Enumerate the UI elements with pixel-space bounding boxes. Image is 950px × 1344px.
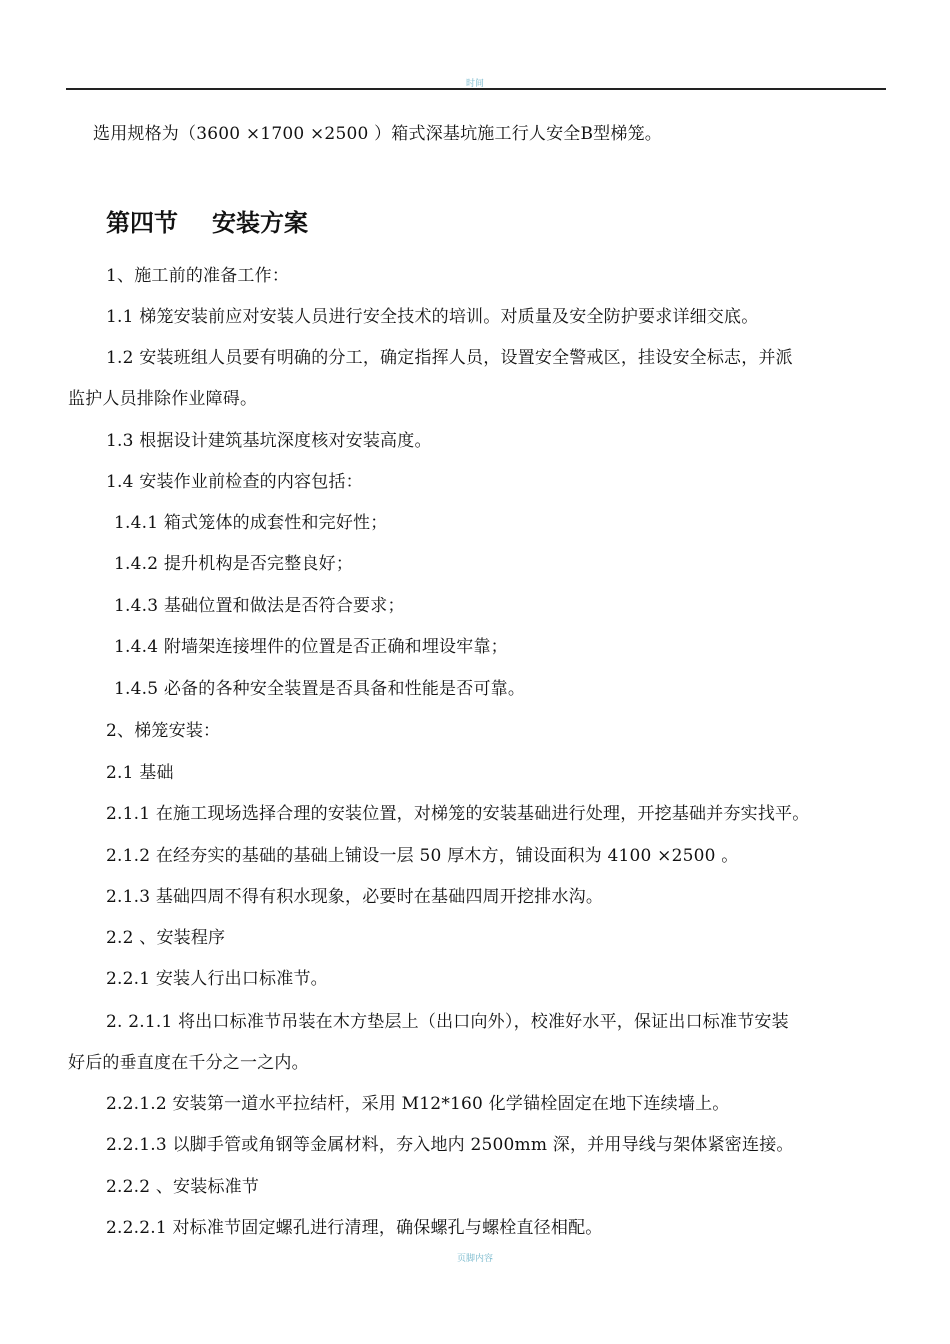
header-watermark: 时间: [465, 79, 484, 89]
list-item: 2.2.2.1 对标准节固定螺孔进行清理，确保螺孔与螺栓直径相配。: [106, 1218, 603, 1238]
intro-paragraph: 选用规格为（3600 ×1700 ×2500 ）箱式深基坑施工行人安全B型梯笼。: [93, 124, 662, 144]
list-item: 1.4.1 箱式笼体的成套性和完好性；: [114, 513, 388, 533]
list-item: 2.2.1.2 安装第一道水平拉结杆，采用 M12*160 化学锚栓固定在地下连续墙上。: [106, 1094, 730, 1114]
list-item: 1.4 安装作业前检查的内容包括：: [106, 472, 363, 492]
section-title: 安装方案: [212, 208, 308, 237]
list-item: 2.1.3 基础四周不得有积水现象，必要时在基础四周开挖排水沟。: [106, 887, 604, 907]
list-item: 2.2.1 安装人行出口标准节。: [106, 969, 328, 989]
list-item: 2.2.1.3 以脚手管或角钢等金属材料，夯入地内 2500mm 深，并用导线与架体紧密连接。: [106, 1135, 794, 1155]
list-item: 1.4.2 提升机构是否完整良好；: [114, 554, 354, 574]
section-number: 第四节: [106, 208, 178, 237]
list-item: 2.2.2 、安装标准节: [106, 1177, 260, 1197]
list-item: 1.4.5 必备的各种安全装置是否具备和性能是否可靠。: [114, 679, 526, 699]
list-item: 1.3 根据设计建筑基坑深度核对安装高度。: [106, 431, 432, 451]
list-item: 1、施工前的准备工作：: [106, 266, 290, 286]
list-item: 1.2 安装班组人员要有明确的分工，确定指挥人员，设置安全警戒区，挂设安全标志，并派: [106, 348, 793, 368]
footer-watermark: 页脚内容: [456, 1254, 493, 1264]
section-heading: [106, 208, 308, 238]
list-item: 1.1 梯笼安装前应对安装人员进行安全技术的培训。对质量及安全防护要求详细交底。: [106, 307, 759, 327]
list-item: 2.1.1 在施工现场选择合理的安装位置，对梯笼的安装基础进行处理，开挖基础并夯实找平。: [106, 804, 810, 824]
list-item-continuation: 好后的垂直度在千分之一之内。: [68, 1053, 309, 1073]
list-item: 2.2 、安装程序: [106, 928, 226, 948]
list-item: 2、梯笼安装：: [106, 721, 221, 741]
list-item: 1.4.3 基础位置和做法是否符合要求；: [114, 596, 405, 616]
list-item: 1.4.4 附墙架连接埋件的位置是否正确和埋设牢靠；: [114, 637, 508, 657]
list-item: 2. 2.1.1 将出口标准节吊装在木方垫层上（出口向外），校准好水平，保证出口标准节安装: [106, 1012, 789, 1032]
list-item-continuation: 监护人员排除作业障碍。: [68, 389, 258, 409]
list-item: 2.1 基础: [106, 763, 174, 783]
list-item: 2.1.2 在经夯实的基础的基础上铺设一层 50 厚木方，铺设面积为 4100 ×2500 。: [106, 846, 739, 866]
header-rule: [66, 88, 886, 90]
